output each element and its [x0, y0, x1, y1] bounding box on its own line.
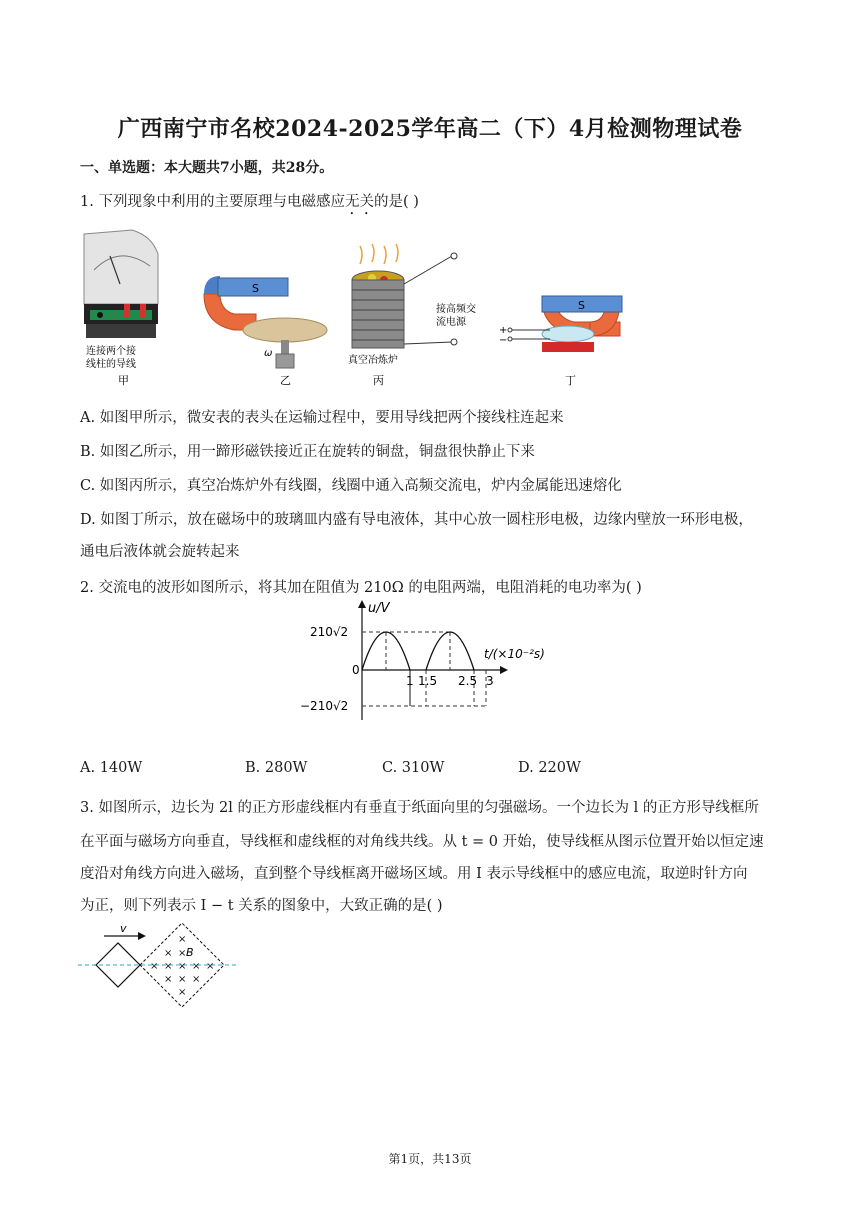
q2-option-b[interactable]: B. 280W — [245, 760, 308, 776]
q3-magnetic-field-figure — [76, 922, 246, 1012]
svg-text:×: × — [178, 987, 187, 998]
jia-note-2: 线柱的导线 — [86, 359, 136, 370]
q1-stem-emphasis: 无关 — [344, 194, 374, 210]
q1-stem — [80, 190, 419, 218]
plus-sign: + — [499, 325, 508, 336]
q2-option-a[interactable]: A. 140W — [80, 760, 143, 776]
bing-label: 真空冶炼炉 — [348, 355, 398, 366]
graph-ymax: 210√2 — [310, 625, 349, 639]
graph-ymin: −210√2 — [300, 699, 349, 713]
microammeter-figure — [84, 230, 158, 338]
graph-tick-1: 1 — [406, 674, 414, 688]
jia-note-1: 连接两个接 — [86, 346, 136, 357]
q1-option-d[interactable]: D. 如图丁所示，放在磁场中的玻璃皿内盛有导电液体，其中心放一圆柱形电极，边缘内壁放一环形电极， — [80, 512, 753, 528]
svg-text:×: × — [178, 974, 187, 985]
velocity-label: v — [120, 922, 127, 935]
graph-zero: 0 — [352, 663, 360, 677]
graph-tick-2.5: 2.5 — [458, 674, 478, 688]
section-heading: 一、单选题：本大题共7小题，共28分。 — [80, 160, 334, 176]
bing-note-2: 流电源 — [436, 317, 466, 328]
q1-stem-post: 的是( ) — [373, 194, 419, 210]
q1-option-d-cont: 通电后液体就会旋转起来 — [80, 544, 240, 560]
magnet-s-label-ding: S — [578, 299, 585, 312]
svg-text:×: × — [178, 934, 187, 945]
q1-option-b[interactable]: B. 如图乙所示，用一蹄形磁铁接近正在旋转的铜盘，铜盘很快静止下来 — [80, 444, 535, 460]
svg-text:×: × — [206, 961, 215, 972]
fig-label-jia: 甲 — [118, 374, 129, 387]
q2-option-c[interactable]: C. 310W — [382, 760, 445, 776]
svg-text:×: × — [164, 974, 173, 985]
q3-line-3: 度沿对角线方向进入磁场，直到整个导线框离开磁场区域。用 I 表示导线框中的感应电流，取逆时针方向 — [80, 866, 748, 882]
svg-text:×: × — [178, 961, 187, 972]
q3-line-1: 3. 如图所示，边长为 2l 的正方形虚线框内有垂直于纸面向里的匀强磁场。一个边长为 l 的正方形导线框所 — [80, 800, 759, 816]
vacuum-furnace-figure — [352, 244, 457, 348]
q2-stem: 2. 交流电的波形如图所示，将其加在阻值为 210Ω 的电阻两端，电阻消耗的电功率为( ) — [80, 580, 642, 596]
graph-tick-1.5: 1.5 — [418, 674, 438, 688]
horseshoe-magnet-disc-figure — [204, 276, 327, 368]
q2-option-d[interactable]: D. 220W — [518, 760, 581, 776]
fig-label-ding: 丁 — [565, 374, 576, 387]
fig-label-yi: 乙 — [280, 374, 291, 387]
svg-text:×: × — [150, 961, 159, 972]
svg-text:×: × — [192, 961, 201, 972]
page-title: 广西南宁市名校2024-2025学年高二（下）4月检测物理试卷 — [117, 116, 743, 142]
q2-waveform-graph — [298, 598, 568, 728]
q1-option-a[interactable]: A. 如图甲所示，微安表的表头在运输过程中，要用导线把两个接线柱连起来 — [80, 410, 564, 426]
fig-label-bing: 丙 — [373, 374, 384, 387]
omega-label: ω — [264, 348, 273, 359]
minus-sign: − — [499, 335, 508, 346]
q1-stem-pre: 1. 下列现象中利用的主要原理与电磁感应 — [80, 194, 345, 210]
q3-line-2: 在平面与磁场方向垂直，导线框和虚线框的对角线共线。从 t = 0 开始，使导线框从图示位置开始以恒定速 — [80, 834, 764, 850]
q1-option-c[interactable]: C. 如图丙所示，真空冶炼炉外有线圈，线圈中通入高频交流电，炉内金属能迅速熔化 — [80, 478, 622, 494]
svg-text:×: × — [192, 974, 201, 985]
svg-text:×: × — [164, 948, 173, 959]
graph-tick-3: 3 — [486, 674, 494, 688]
bing-note-1: 接高频交 — [436, 304, 476, 315]
magnet-dish-figure — [508, 296, 622, 352]
q1-figures — [80, 226, 640, 391]
magnet-s-label-yi: S — [252, 282, 259, 295]
graph-xlabel: t/(×10⁻²s) — [484, 647, 545, 661]
field-label: B — [186, 946, 194, 959]
svg-text:×: × — [164, 961, 173, 972]
page-footer: 第1页，共13页 — [388, 1152, 472, 1166]
svg-text:×: × — [178, 948, 187, 959]
graph-ylabel: u/V — [368, 601, 390, 616]
q3-line-4: 为正，则下列表示 I − t 关系的图象中，大致正确的是( ) — [80, 898, 443, 914]
